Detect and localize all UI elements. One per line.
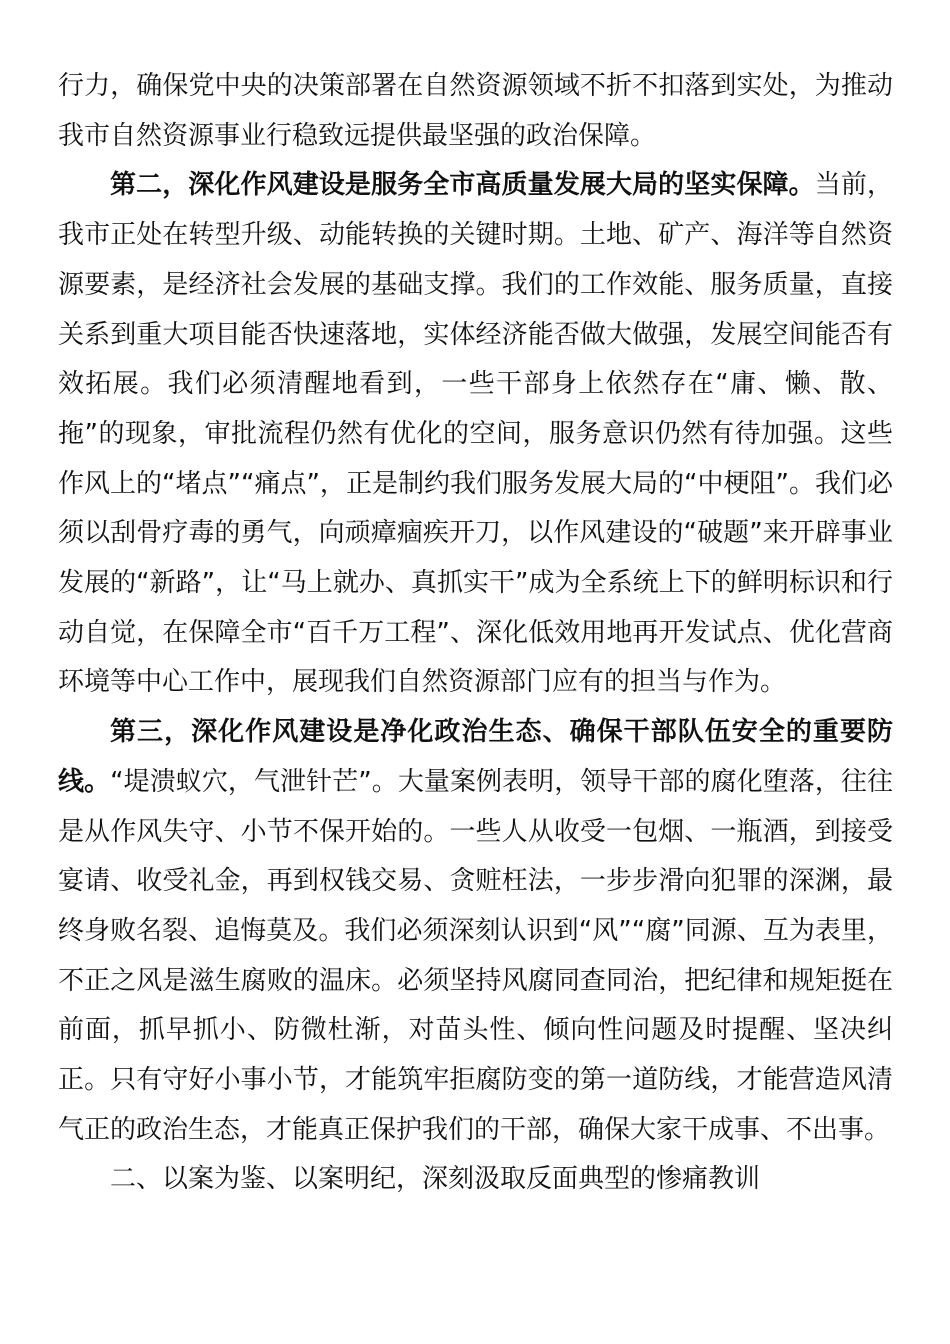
paragraph-lead-sentence: 第二，深化作风建设是服务全市高质量发展大局的坚实保障。 [110,170,815,201]
paragraph-third-point [58,708,893,1155]
paragraph-text: 行力，确保党中央的决策部署在自然资源领域不折不扣落到实处，为推动我市自然资源事业行稳致远提供最坚强的政治保障。 [58,71,893,151]
paragraph-continuation [58,62,893,161]
paragraph-body: “堤溃蚁穴，气泄针芒”。大量案例表明，领导干部的腐化堕落，往往是从作风失守、小节不保开始的。一些人从收受一包烟、一瓶酒，到接受宴请、收受礼金，再到权钱交易、贪赃枉法，一步步滑向犯罪的深渊，最终身败名裂、追悔莫及。我们必须深刻认识到“风”“腐”同源、互为表里，不正之风是滋生腐败的温床。必须坚持风腐同查同治，把纪律和规矩挺在前面，抓早抓小、防微杜渐，对苗头性、倾向性问题及时提醒、坚决纠正。只有守好小事小节，才能筑牢拒腐防变的第一道防线，才能营造风清气正的政治生态，才能真正保护我们的干部，确保大家干成事、不出事。 [58,766,893,1145]
section-heading [58,1155,893,1205]
paragraph-body: 当前，我市正处在转型升级、动能转换的关键时期。土地、矿产、海洋等自然资源要素，是经济社会发展的基础支撑。我们的工作效能、服务质量，直接关系到重大项目能否快速落地，实体经济能否做大做强，发展空间能否有效拓展。我们必须清醒地看到，一些干部身上依然存在“庸、懒、散、拖”的现象，审批流程仍然有优化的空间，服务意识仍然有待加强。这些作风上的“堵点”“痛点”，正是制约我们服务发展大局的“中梗阻”。我们必须以刮骨疗毒的勇气，向顽瘴痼疾开刀，以作风建设的“破题”来开辟事业发展的“新路”，让“马上就办、真抓实干”成为全系统上下的鲜明标识和行动自觉，在保障全市“百千万工程”、深化低效用地再开发试点、优化营商环境等中心工作中，展现我们自然资源部门应有的担当与作为。 [58,170,893,698]
document-page [58,62,893,1205]
section-heading-text: 二、以案为鉴、以案明纪，深刻汲取反面典型的惨痛教训 [110,1164,761,1195]
paragraph-lead-sentence: 第三，深化作风建设是净化政治生态、确保干部队伍安全的重要防线。 [58,717,893,797]
paragraph-second-point [58,161,893,708]
